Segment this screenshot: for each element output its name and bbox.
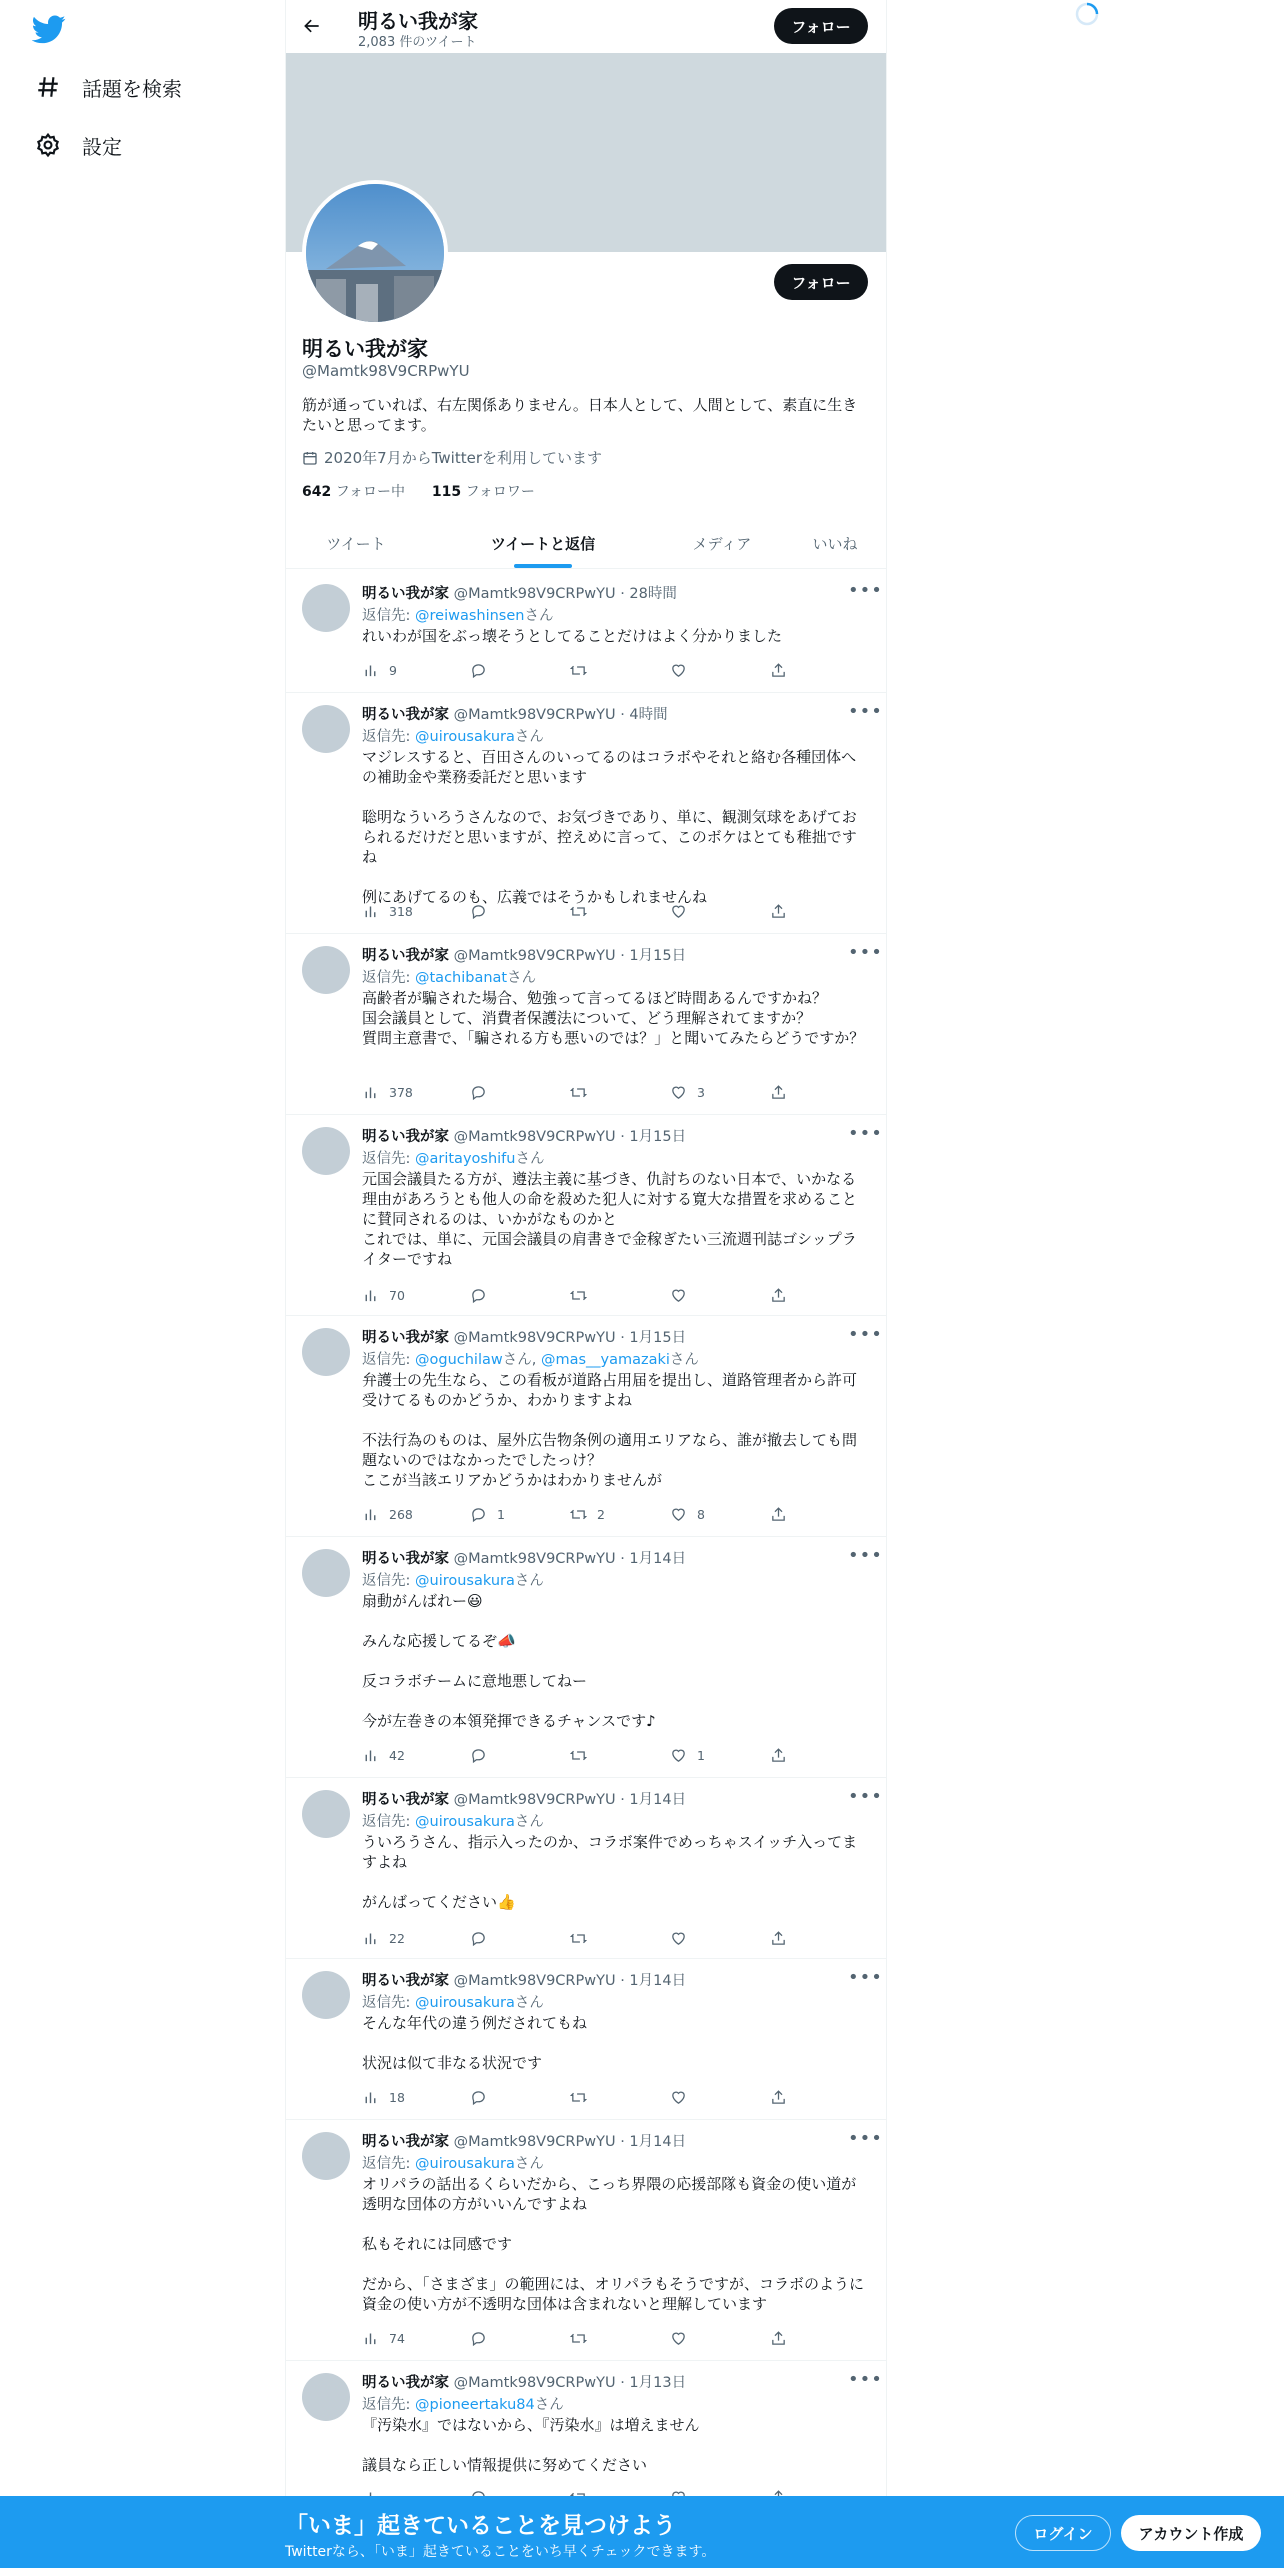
like-icon	[670, 1287, 697, 1304]
tweet-header	[362, 1788, 686, 1809]
profile-follow-stats	[302, 481, 535, 501]
tweet[interactable]	[286, 2361, 886, 2512]
more-options-icon[interactable]: •••	[848, 1123, 883, 1144]
tweet-text: れいわが国をぶっ壊そうとしてることだけはよく分かりました	[362, 627, 783, 645]
views-icon	[362, 903, 389, 920]
profile-column	[285, 0, 887, 2568]
tweet-author-name[interactable]: 明るい我が家	[362, 2375, 449, 2391]
gear-icon	[30, 127, 66, 163]
reply-button[interactable]	[470, 1082, 497, 1102]
more-options-icon[interactable]: •••	[848, 2128, 883, 2149]
views-icon	[362, 2089, 389, 2106]
reply-mention-link[interactable]: @uirousakura	[415, 729, 515, 745]
signup-banner-subtitle: Twitterなら、「いま」起きていることをいち早くチェックできます。	[285, 2544, 716, 2560]
tweet-dot: ·	[615, 948, 630, 964]
tweet-text: 弁護士の先生なら、この看板が道路占用届を提出し、道路管理者から許可受けてるものかどうか、わかりますよね 不法行為のものは、屋外広告物条例の適用エリアなら、誰が撤去しても問題ないのではなかったでしたっけ？ ここが当該エリアかどうかはわかりませんが	[362, 1371, 858, 1489]
tweet-actions	[362, 2087, 792, 2107]
followers-count: 115	[431, 484, 462, 500]
reply-count: 1	[497, 1506, 505, 1522]
share-icon	[770, 1084, 797, 1101]
reply-icon	[470, 1287, 497, 1304]
tweet-reply-to	[362, 966, 536, 987]
reply-honorific: さん	[514, 1573, 544, 1589]
tweet-reply-to	[362, 725, 544, 746]
reply-mention-link[interactable]: @uirousakura	[415, 2156, 515, 2172]
retweet-button[interactable]	[570, 1745, 597, 1765]
tweet-text: 高齢者が騙された場合、勉強って言ってるほど時間あるんですかね？ 国会議員として、消費者保護法について、どう理解されてますか？ 質問主意書で、「騙される方も悪いのでは？」と聞いてみたらどうですか？	[362, 989, 865, 1047]
tweet-dot: ·	[615, 586, 630, 602]
tweet-actions	[362, 660, 792, 680]
share-icon	[770, 1506, 797, 1523]
tweet[interactable]	[286, 1537, 886, 1778]
like-button[interactable]	[670, 1504, 705, 1524]
share-button[interactable]	[770, 1082, 797, 1102]
reply-mention-link[interactable]: @aritayoshifu	[415, 1151, 516, 1167]
tweet-author-handle[interactable]: @Mamtk98V9CRPwYU	[453, 1973, 616, 1989]
views-count: 378	[389, 1084, 413, 1100]
left-nav	[0, 0, 285, 2568]
share-icon	[770, 662, 797, 679]
views-button[interactable]	[362, 1285, 405, 1305]
tweet-dot: ·	[615, 1551, 630, 1567]
tweet-avatar[interactable]	[302, 1790, 350, 1838]
signup-banner-title: 「いま」起きていることを見つけよう	[285, 2513, 676, 2539]
views-count: 42	[389, 1747, 405, 1763]
header-tweet-count: 2,083 件のツイート	[358, 35, 477, 50]
views-button[interactable]	[362, 1928, 405, 1948]
login-button[interactable]: ログイン	[1015, 2515, 1111, 2551]
following-count: 642	[302, 484, 332, 500]
tweet[interactable]	[286, 1316, 886, 1537]
reply-button[interactable]	[470, 1504, 505, 1524]
tweet-author-handle[interactable]: @Mamtk98V9CRPwYU	[453, 2375, 616, 2391]
retweet-icon	[570, 2089, 597, 2106]
views-button[interactable]	[362, 660, 397, 680]
views-icon	[362, 1747, 389, 1764]
tweet-reply-to	[362, 1147, 544, 1168]
tweet-time[interactable]: 1月15日	[629, 1129, 687, 1145]
tweet-header	[362, 2371, 686, 2392]
views-icon	[362, 2330, 389, 2347]
like-icon	[670, 662, 697, 679]
back-arrow-icon[interactable]	[298, 12, 326, 40]
views-icon	[362, 1084, 389, 1101]
tweet-header	[362, 1547, 686, 1568]
retweet-icon	[570, 1287, 597, 1304]
tweet-reply-to	[362, 1991, 544, 2012]
more-options-icon[interactable]: •••	[848, 2369, 883, 2390]
tweet-avatar[interactable]	[302, 1127, 350, 1175]
tweet-header	[362, 1326, 686, 1347]
signup-banner	[0, 2496, 1284, 2568]
more-options-icon[interactable]: •••	[848, 942, 883, 963]
followers-link[interactable]	[432, 484, 535, 500]
reply-mention-link[interactable]: @uirousakura	[415, 1573, 515, 1589]
tweet-author-name[interactable]: 明るい我が家	[362, 707, 449, 723]
tweet[interactable]	[286, 1959, 886, 2120]
reply-prefix: 返信先:	[362, 729, 415, 745]
retweet-button[interactable]	[570, 660, 597, 680]
tweet-text: 元国会議員たる方が、遵法主義に基づき、仇討ちのない日本で、いかなる理由があろうとも他人の命を殺めた犯人に対する寛大な措置を求めることに賛同されるのは、いかがなものかと これでは、単に、元国会議員の肩書きで金稼ぎたい三流週刊誌ゴシップライターですね	[362, 1170, 858, 1268]
profile-handle: @Mamtk98V9CRPwYU	[302, 362, 470, 380]
nav-settings[interactable]	[30, 120, 122, 170]
tweet[interactable]	[286, 693, 886, 934]
tweet-header	[362, 582, 677, 603]
views-count: 18	[389, 2089, 405, 2105]
like-count: 8	[697, 1506, 705, 1522]
tweet[interactable]	[286, 2120, 886, 2361]
tweet-avatar[interactable]	[302, 1971, 350, 2019]
tweet-avatar[interactable]	[302, 2132, 350, 2180]
tweet-avatar[interactable]	[302, 946, 350, 994]
header-name: 明るい我が家	[358, 9, 478, 33]
tweet-time[interactable]: 1月14日	[629, 1973, 687, 1989]
tweet-text: オリパラの話出るくらいだから、こっち界隈の応援部隊も資金の使い道が透明な団体の方がいいんですよね 私もそれには同感です だから、「さまざま」の範囲には、オリパラもそうですが、コラボのように資金の使い方が不透明な団体は含まれないと理解しています	[362, 2175, 865, 2313]
tweet-author-name[interactable]: 明るい我が家	[362, 2134, 449, 2150]
nav-explore[interactable]	[30, 62, 182, 112]
like-count: 1	[697, 1747, 705, 1763]
retweet-icon	[570, 662, 597, 679]
tweet-author-name[interactable]: 明るい我が家	[362, 1330, 449, 1346]
share-button[interactable]	[770, 901, 797, 921]
reply-mention-link[interactable]: @uirousakura	[415, 1995, 515, 2011]
tweet-actions	[362, 1928, 792, 1948]
views-count: 268	[389, 1506, 413, 1522]
tweet[interactable]	[286, 1115, 886, 1316]
header-follow-button[interactable]: フォロー	[774, 8, 868, 44]
tweet-author-handle[interactable]: @Mamtk98V9CRPwYU	[453, 1792, 616, 1808]
more-options-icon[interactable]: •••	[848, 1545, 883, 1566]
twitter-logo-icon[interactable]	[32, 12, 66, 46]
profile-avatar[interactable]	[302, 180, 448, 326]
tweet-actions	[362, 1285, 792, 1305]
like-button[interactable]	[670, 2087, 697, 2107]
tweet-avatar[interactable]	[302, 1549, 350, 1597]
tweet-time[interactable]: 1月14日	[629, 1792, 687, 1808]
share-icon	[770, 903, 797, 920]
share-button[interactable]	[770, 1504, 797, 1524]
tweet[interactable]	[286, 1778, 886, 1959]
share-button[interactable]	[770, 660, 797, 680]
reply-honorific: さん	[534, 2397, 564, 2413]
tab-tweets-and-replies[interactable]: ツイートと返信	[490, 534, 596, 553]
views-button[interactable]	[362, 1504, 413, 1524]
profile-joined-text: 2020年7月からTwitterを利用しています	[324, 449, 602, 467]
tweet-actions	[362, 1082, 792, 1102]
tweet-header	[362, 944, 686, 965]
reply-icon	[470, 2089, 497, 2106]
like-icon	[670, 1930, 697, 1947]
tweet-header	[362, 1969, 686, 1990]
reply-prefix: 返信先:	[362, 2156, 415, 2172]
share-button[interactable]	[770, 2328, 797, 2348]
following-link[interactable]	[302, 484, 405, 500]
retweet-button[interactable]	[570, 2087, 597, 2107]
reply-mention-link[interactable]: @reiwashinsen	[415, 608, 525, 624]
tweet-dot: ·	[615, 2375, 630, 2391]
like-icon	[670, 1747, 697, 1764]
tweet[interactable]	[286, 934, 886, 1115]
retweet-button[interactable]	[570, 2328, 597, 2348]
like-icon	[670, 1084, 697, 1101]
views-count: 22	[389, 1930, 405, 1946]
reply-icon	[470, 1084, 497, 1101]
tweet-time[interactable]: 1月13日	[629, 2375, 687, 2391]
retweet-button[interactable]	[570, 1928, 597, 1948]
views-button[interactable]	[362, 2328, 405, 2348]
tweet-avatar[interactable]	[302, 2373, 350, 2421]
reply-honorific: さん	[524, 608, 554, 624]
more-options-icon[interactable]: •••	[848, 1324, 883, 1345]
retweet-button[interactable]	[570, 1285, 597, 1305]
tweet-text: 扇動がんばれー😃 みんな応援してるぞ📣 反コラボチームに意地悪してねー 今が左巻きの本領発揮できるチャンスです♪	[362, 1592, 656, 1730]
more-options-icon[interactable]: •••	[848, 580, 883, 601]
reply-button[interactable]	[470, 901, 497, 921]
tweet-author-name[interactable]: 明るい我が家	[362, 1973, 449, 1989]
views-icon	[362, 1506, 389, 1523]
tweet-author-name[interactable]: 明るい我が家	[362, 1551, 449, 1567]
reply-prefix: 返信先:	[362, 1995, 415, 2011]
like-button[interactable]	[670, 1928, 697, 1948]
tweet-header	[362, 2130, 686, 2151]
reply-mention-link[interactable]: @oguchilaw	[415, 1352, 503, 1368]
reply-button[interactable]	[470, 1745, 497, 1765]
tweet-text: そんな年代の違う例だされてもね 状況は似て非なる状況です	[362, 2014, 588, 2072]
active-tab-indicator	[514, 564, 572, 568]
reply-prefix: 返信先:	[362, 970, 415, 986]
tweet-dot: ·	[615, 707, 630, 723]
reply-icon	[470, 903, 497, 920]
tweet-reply-to	[362, 604, 553, 625]
profile-header	[286, 0, 886, 52]
reply-icon	[470, 1747, 497, 1764]
tweet-actions	[362, 2328, 792, 2348]
tweet-author-name[interactable]: 明るい我が家	[362, 1792, 449, 1808]
reply-button[interactable]	[470, 1285, 497, 1305]
share-icon	[770, 2089, 797, 2106]
tweet-avatar[interactable]	[302, 584, 350, 632]
like-icon	[670, 903, 697, 920]
like-button[interactable]	[670, 660, 697, 680]
nav-settings-label: 設定	[82, 134, 122, 159]
views-count: 74	[389, 2330, 405, 2346]
reply-prefix: 返信先:	[362, 1352, 415, 1368]
calendar-icon	[302, 450, 318, 466]
tweet-author-name[interactable]: 明るい我が家	[362, 948, 449, 964]
tweet-reply-to	[362, 1348, 699, 1369]
tweet-dot: ·	[615, 1792, 630, 1808]
tweet[interactable]	[286, 572, 886, 693]
like-button[interactable]	[670, 1082, 705, 1102]
share-icon	[770, 2330, 797, 2347]
like-button[interactable]	[670, 1745, 705, 1765]
views-count: 318	[389, 903, 413, 919]
like-icon	[670, 2089, 697, 2106]
tweet-author-handle[interactable]: @Mamtk98V9CRPwYU	[453, 2134, 616, 2150]
views-button[interactable]	[362, 1082, 413, 1102]
tweet-text: 『汚染水』ではないから、『汚染水』は増えません 議員なら正しい情報提供に努めてください	[362, 2416, 700, 2474]
tweet-reply-to	[362, 1569, 544, 1590]
tweet-time[interactable]: 28時間	[629, 586, 677, 602]
tweet-author-handle[interactable]: @Mamtk98V9CRPwYU	[453, 1330, 616, 1346]
views-button[interactable]	[362, 901, 413, 921]
like-icon	[670, 2330, 697, 2347]
like-button[interactable]	[670, 1285, 697, 1305]
tweet-author-name[interactable]: 明るい我が家	[362, 1129, 449, 1145]
like-button[interactable]	[670, 901, 697, 921]
share-button[interactable]	[770, 1745, 797, 1765]
reply-honorific: さん	[669, 1352, 699, 1368]
retweet-button[interactable]	[570, 1082, 597, 1102]
tab-media[interactable]: メディア	[692, 534, 752, 553]
hashtag-icon	[30, 69, 66, 105]
tweet-reply-to	[362, 2152, 544, 2173]
tweet-actions	[362, 1504, 792, 1524]
reply-honorific: さん	[507, 970, 537, 986]
more-options-icon[interactable]: •••	[848, 1786, 883, 1807]
retweet-icon	[570, 1747, 597, 1764]
reply-button[interactable]	[470, 1928, 497, 1948]
views-icon	[362, 1287, 389, 1304]
reply-mention-link[interactable]: @tachibanat	[415, 970, 508, 986]
views-icon	[362, 1930, 389, 1947]
tweet-actions	[362, 901, 792, 921]
tweet-dot: ·	[615, 1129, 630, 1145]
like-count: 3	[697, 1084, 705, 1100]
reply-prefix: 返信先:	[362, 2397, 415, 2413]
reply-honorific: さん	[514, 729, 544, 745]
reply-prefix: 返信先:	[362, 1151, 415, 1167]
retweet-button[interactable]	[570, 1504, 605, 1524]
tweet-author-name[interactable]: 明るい我が家	[362, 586, 449, 602]
retweet-icon	[570, 1084, 597, 1101]
reply-icon	[470, 1930, 497, 1947]
tweet-author-handle[interactable]: @Mamtk98V9CRPwYU	[453, 1129, 616, 1145]
reply-button[interactable]	[470, 660, 497, 680]
tweet-time[interactable]: 1月14日	[629, 2134, 687, 2150]
reply-prefix: 返信先:	[362, 1814, 415, 1830]
retweet-icon	[570, 1506, 597, 1523]
reply-mention-link[interactable]: @pioneertaku84	[415, 2397, 535, 2413]
reply-button[interactable]	[470, 2087, 497, 2107]
tweet-avatar[interactable]	[302, 1328, 350, 1376]
like-button[interactable]	[670, 2328, 697, 2348]
followers-label: フォロワー	[465, 484, 535, 500]
retweet-icon	[570, 2330, 597, 2347]
reply-prefix: 返信先:	[362, 1573, 415, 1589]
tweet-reply-to	[362, 2393, 564, 2414]
tweet-time[interactable]: 1月15日	[629, 1330, 687, 1346]
reply-mention-link[interactable]: @uirousakura	[415, 1814, 515, 1830]
views-button[interactable]	[362, 2087, 405, 2107]
following-label: フォロー中	[335, 484, 405, 500]
views-count: 70	[389, 1287, 405, 1303]
reply-honorific: さん	[515, 1151, 545, 1167]
tweet-author-handle[interactable]: @Mamtk98V9CRPwYU	[453, 948, 616, 964]
tweet-actions	[362, 1745, 792, 1765]
tweet-reply-to	[362, 1810, 544, 1831]
share-button[interactable]	[770, 1928, 797, 1948]
tweet-avatar[interactable]	[302, 705, 350, 753]
views-count: 9	[389, 662, 397, 678]
more-options-icon[interactable]: •••	[848, 701, 883, 722]
views-icon	[362, 662, 389, 679]
retweet-button[interactable]	[570, 901, 597, 921]
tab-likes[interactable]: いいね	[812, 534, 858, 553]
reply-prefix: 返信先:	[362, 608, 415, 624]
retweet-icon	[570, 1930, 597, 1947]
like-icon	[670, 1506, 697, 1523]
reply-honorific: さん	[514, 2156, 544, 2172]
tab-tweets[interactable]: ツイート	[326, 534, 386, 553]
profile-bio: 筋が通っていれば、右左関係ありません。日本人として、人間として、素直に生きたいと思ってます。	[302, 396, 858, 434]
reply-button[interactable]	[470, 2328, 497, 2348]
reply-honorific: さん	[514, 1814, 544, 1830]
create-account-button[interactable]: アカウント作成	[1121, 2515, 1261, 2551]
profile-follow-button[interactable]: フォロー	[774, 264, 868, 300]
reply-honorific: さん	[502, 1352, 532, 1368]
tweet-header	[362, 703, 668, 724]
share-button[interactable]	[770, 2087, 797, 2107]
profile-tabs	[286, 518, 886, 569]
loading-spinner-icon	[1075, 2, 1099, 26]
tweet-author-handle[interactable]: @Mamtk98V9CRPwYU	[453, 707, 616, 723]
views-button[interactable]	[362, 1745, 405, 1765]
tweet-text: マジレスすると、百田さんのいってるのはコラボやそれと絡む各種団体への補助金や業務委託だと思います 聡明なういろうさんなので、お気づきであり、単に、観測気球をあげておられるだけだと思いますが、控えめに言って、このボケはとても稚拙ですね 例にあげてるのも、広義ではそうかもしれませんね	[362, 748, 857, 906]
tweet-time[interactable]: 1月14日	[629, 1551, 687, 1567]
more-options-icon[interactable]: •••	[848, 1967, 883, 1988]
retweet-icon	[570, 903, 597, 920]
share-button[interactable]	[770, 1285, 797, 1305]
tweet-author-handle[interactable]: @Mamtk98V9CRPwYU	[453, 1551, 616, 1567]
tweet-time[interactable]: 4時間	[629, 707, 668, 723]
tweet-text: ういろうさん、指示入ったのか、コラボ案件でめっちゃスイッチ入ってますよね がんばってください👍	[362, 1833, 858, 1911]
share-icon	[770, 1287, 797, 1304]
reply-mention-link[interactable]: @mas__yamazaki	[540, 1352, 670, 1368]
profile-name: 明るい我が家	[302, 337, 428, 361]
share-icon	[770, 1747, 797, 1764]
profile-joined	[302, 447, 602, 468]
tweet-dot: ·	[615, 1330, 630, 1346]
tweet-header	[362, 1125, 686, 1146]
reply-icon	[470, 662, 497, 679]
retweet-count: 2	[597, 1506, 605, 1522]
share-icon	[770, 1930, 797, 1947]
tweet-time[interactable]: 1月15日	[629, 948, 687, 964]
tweet-dot: ·	[615, 2134, 630, 2150]
reply-honorific: さん	[514, 1995, 544, 2011]
reply-icon	[470, 1506, 497, 1523]
nav-explore-label: 話題を検索	[82, 76, 182, 101]
tweet-dot: ·	[615, 1973, 630, 1989]
reply-separator: ,	[531, 1352, 541, 1368]
reply-icon	[470, 2330, 497, 2347]
tweet-author-handle[interactable]: @Mamtk98V9CRPwYU	[453, 586, 616, 602]
